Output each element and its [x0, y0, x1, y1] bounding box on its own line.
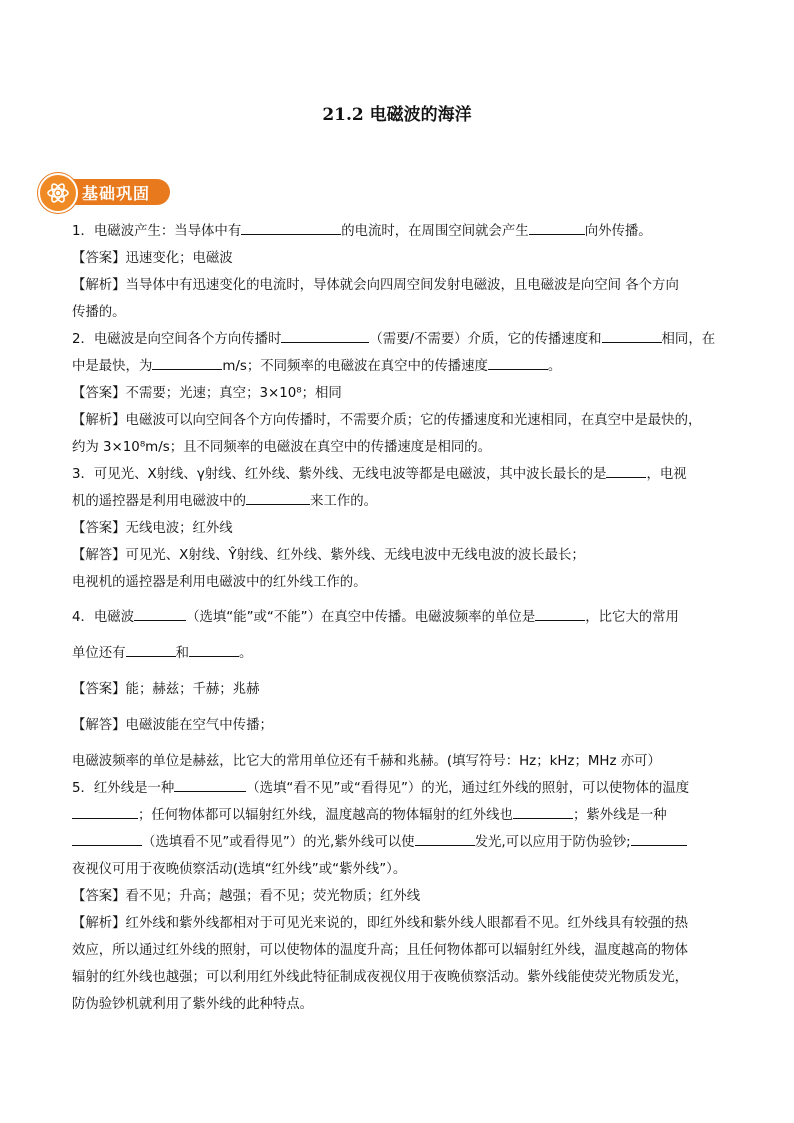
answer-blank	[126, 641, 176, 657]
answer-blank	[415, 830, 475, 846]
answer-blank	[488, 354, 548, 370]
q1-analysis-1: 【解析】当导体中有迅速变化的电流时，导体就会向四周空间发射电磁波，且电磁波是向空间 各个方向	[72, 278, 679, 293]
q4-line-1: 4．电磁波 （选填“能”或“不能”）在真空中传播。电磁波频率的单位是 ，比它大的常用	[72, 604, 724, 632]
answer-blank	[535, 605, 585, 621]
section-banner	[38, 177, 170, 207]
answer-blank	[529, 219, 585, 235]
page-title: 21.2 电磁波的海洋	[322, 105, 472, 125]
q5-line-2: ；任何物体都可以辐射红外线，温度越高的物体辐射的红外线也 ；紫外线是一种	[72, 802, 724, 829]
answer-blank	[72, 830, 142, 846]
q3-answer: 【答案】无线电波；红外线	[72, 521, 233, 536]
answer-blank	[606, 462, 646, 478]
answer-blank	[246, 489, 310, 505]
q4-analysis-1: 【解答】电磁波能在空气中传播；	[72, 718, 273, 733]
q3-line-1: 3．可见光、X射线、γ射线、红外线、紫外线、无线电波等都是电磁波，其中波长最长的是 ，电视	[72, 461, 724, 488]
q3-analysis-2: 电视机的遥控器是利用电磁波中的红外线工作的。	[72, 575, 367, 590]
answer-blank	[602, 327, 662, 343]
q1-analysis-2: 传播的。	[72, 305, 126, 320]
answer-blank	[513, 803, 573, 819]
q5-line-1: 5．红外线是一种 （选填“看不见”或“看得见”）的光，通过红外线的照射，可以使物体的温度	[72, 775, 724, 802]
answer-blank	[174, 776, 246, 792]
q4-analysis-2: 电磁波频率的单位是赫兹，比它大的常用单位还有千赫和兆赫。(填写符号：Hz；kHz；MHz 亦可）	[72, 754, 661, 769]
q5-analysis-2: 效应，所以通过红外线的照射，可以使物体的温度升高；且任何物体都可以辐射红外线，温度越高的物体	[72, 943, 688, 958]
answer-blank	[241, 219, 341, 235]
section-label: 基础巩固	[82, 184, 151, 203]
q2-analysis-2: 约为 3×10⁸m/s；且不同频率的电磁波在真空中的传播速度是相同的。	[72, 440, 492, 455]
q4-line-2: 单位还有 和 。	[72, 640, 724, 668]
atom-icon	[38, 173, 78, 213]
q2-analysis-1: 【解析】电磁波可以向空间各个方向传播时，不需要介质；它的传播速度和光速相同，在真空中是最快的，	[72, 413, 702, 428]
q5-answer: 【答案】看不见；升高；越强；看不见；荧光物质；红外线	[72, 889, 421, 904]
q2-answer: 【答案】不需要；光速；真空；3×10⁸；相同	[72, 386, 342, 401]
answer-blank	[189, 641, 239, 657]
answer-blank	[72, 803, 138, 819]
q5-line-4: 夜视仪可用于夜晚侦察活动(选填“红外线”或“紫外线”）。	[72, 862, 407, 877]
q3-line-2: 机的遥控器是利用电磁波中的 来工作的。	[72, 488, 724, 515]
answer-blank	[631, 830, 687, 846]
q1-line-1: 1．电磁波产生：当导体中有 的电流时，在周围空间就会产生 向外传播。	[72, 218, 724, 245]
q2-line-1: 2．电磁波是向空间各个方向传播时 （需要/不需要）介质，它的传播速度和 相同，在	[72, 326, 724, 353]
answer-blank	[152, 354, 222, 370]
q3-analysis-1: 【解答】可见光、X射线、Ŷ射线、红外线、紫外线、无线电波中无线电波的波长最长；	[72, 548, 585, 563]
q5-analysis-1: 【解析】红外线和紫外线都相对于可见光来说的，即红外线和紫外线人眼都看不见。红外线具有较强的热	[72, 916, 688, 931]
q2-line-2: 中是最快，为 m/s；不同频率的电磁波在真空中的传播速度 。	[72, 353, 724, 380]
q5-line-3: （选填看不见”或看得见”）的光,紫外线可以使 发光,可以应用于防伪验钞;	[72, 829, 724, 856]
q5-analysis-3: 辐射的红外线也越强；可以利用红外线此特征制成夜视仪用于夜晚侦察活动。紫外线能使荧光物质发光，	[72, 970, 688, 985]
q4-answer: 【答案】能；赫兹；千赫；兆赫	[72, 682, 260, 697]
q1-answer: 【答案】迅速变化；电磁波	[72, 251, 233, 266]
content-body	[72, 218, 724, 1018]
answer-blank	[134, 605, 186, 621]
q5-analysis-4: 防伪验钞机就利用了紫外线的此种特点。	[72, 997, 314, 1012]
answer-blank	[281, 327, 369, 343]
